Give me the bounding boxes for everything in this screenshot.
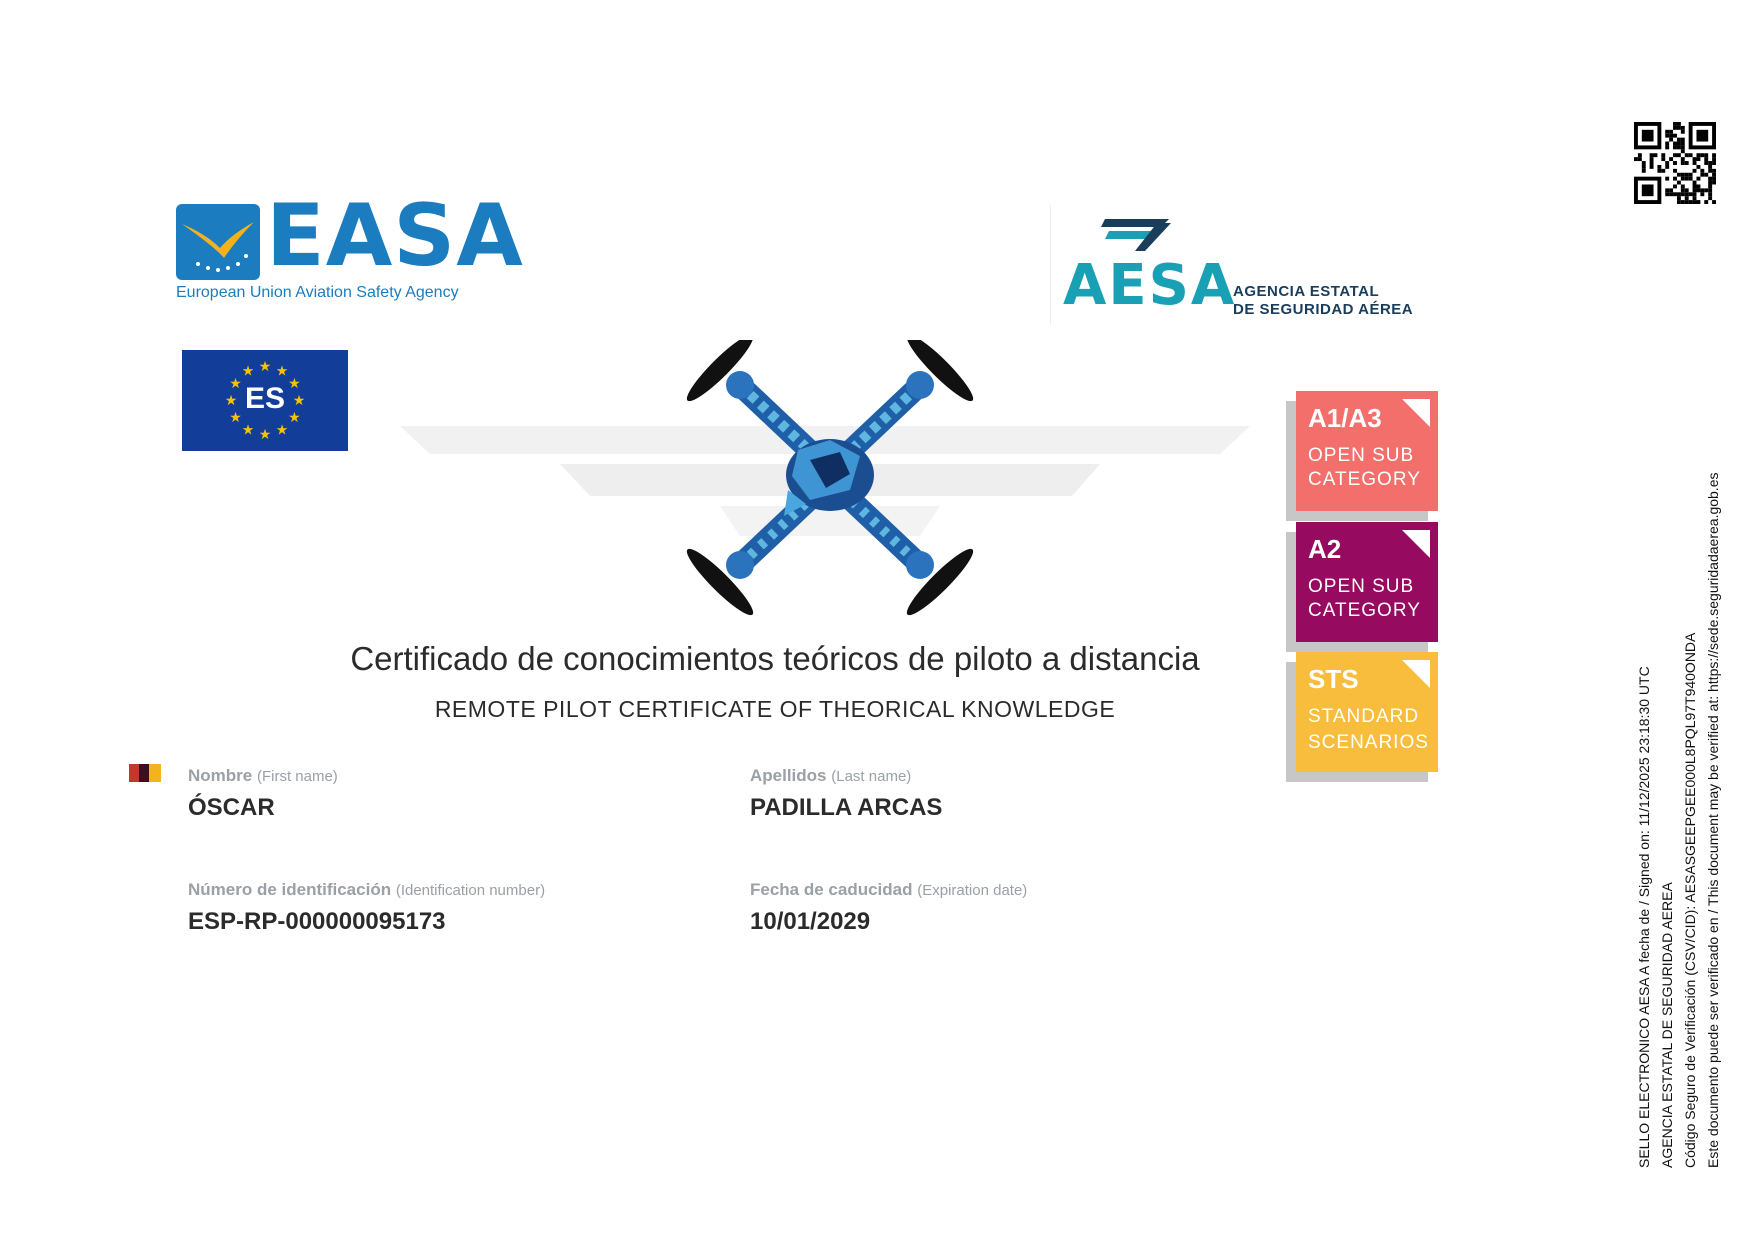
expiration-value: 10/01/2029 bbox=[750, 908, 871, 935]
seal-line-3: Código Seguro de Verificación (CSV/CID): AESASGEEPGEE000L8PQL97T940ONDA bbox=[1682, 632, 1698, 1168]
svg-text:★: ★ bbox=[241, 362, 255, 379]
svg-text:★: ★ bbox=[292, 392, 306, 408]
corner-fold-icon bbox=[1402, 399, 1430, 427]
expiration-label bbox=[750, 880, 1027, 900]
drone-icon bbox=[680, 340, 980, 620]
easa-wordmark: EASA bbox=[266, 186, 524, 286]
electronic-seal bbox=[1633, 268, 1723, 1168]
category-card-a2 bbox=[1296, 522, 1438, 642]
category-card-sts bbox=[1296, 652, 1438, 772]
eu-flag bbox=[182, 350, 348, 451]
seal-line-1: SELLO ELECTRONICO AESA A fecha de / Signed on: 11/12/2025 23:18:30 UTC bbox=[1636, 666, 1652, 1168]
corner-fold-icon bbox=[1402, 660, 1430, 688]
category-code: A2 bbox=[1308, 534, 1342, 564]
svg-text:★: ★ bbox=[275, 362, 289, 379]
id-number-label bbox=[188, 880, 545, 900]
last-name-value: PADILLA ARCAS bbox=[750, 794, 943, 821]
id-number-label-es: Número de identificación bbox=[188, 880, 392, 899]
seal-line-4: Este documento puede ser verificado en / This document may be verified at: https://sede.seguridadaerea.gob.es bbox=[1705, 472, 1721, 1168]
svg-text:★: ★ bbox=[288, 409, 301, 425]
card-face bbox=[1296, 652, 1438, 772]
card-face bbox=[1296, 391, 1438, 511]
certificate-title: Certificado de conocimientos teóricos de piloto a distancia bbox=[350, 640, 1200, 677]
corner-fold-icon bbox=[1402, 530, 1430, 558]
first-name-value: ÓSCAR bbox=[188, 794, 275, 821]
category-card-a1a3 bbox=[1296, 391, 1438, 511]
category-line2: CATEGORY bbox=[1308, 600, 1421, 621]
svg-text:★: ★ bbox=[258, 358, 272, 374]
id-number-value: ESP-RP-000000095173 bbox=[188, 908, 446, 935]
aesa-subtitle-line1: AGENCIA ESTATAL bbox=[1233, 283, 1380, 300]
certificate-subtitle: REMOTE PILOT CERTIFICATE OF THEORICAL KNOWLEDGE bbox=[434, 696, 1116, 722]
svg-text:★: ★ bbox=[229, 375, 242, 391]
category-code: A1/A3 bbox=[1308, 403, 1382, 433]
card-face bbox=[1296, 522, 1438, 642]
svg-text:★: ★ bbox=[288, 375, 301, 391]
svg-text:★: ★ bbox=[275, 421, 289, 438]
easa-logo bbox=[176, 186, 524, 310]
category-line1: OPEN SUB bbox=[1308, 576, 1415, 597]
id-number-label-en: (Identification number) bbox=[395, 882, 546, 899]
easa-subtitle: European Union Aviation Safety Agency bbox=[176, 284, 459, 301]
aesa-logo bbox=[1050, 205, 1451, 325]
svg-text:★: ★ bbox=[229, 409, 242, 425]
category-line2: SCENARIOS bbox=[1308, 732, 1429, 753]
first-name-label-es: Nombre bbox=[188, 766, 253, 785]
country-code: ES bbox=[244, 382, 286, 415]
category-code: STS bbox=[1308, 664, 1359, 694]
svg-text:★: ★ bbox=[258, 426, 272, 442]
category-line1: STANDARD bbox=[1308, 706, 1420, 727]
first-name-label-en: (First name) bbox=[256, 768, 338, 785]
category-line2: CATEGORY bbox=[1308, 469, 1421, 490]
expiration-label-en: (Expiration date) bbox=[917, 882, 1028, 899]
expiration-label-es: Fecha de caducidad bbox=[750, 880, 913, 899]
category-line1: OPEN SUB bbox=[1308, 445, 1415, 466]
aesa-wordmark: AESA bbox=[1063, 253, 1237, 318]
svg-text:★: ★ bbox=[241, 421, 255, 438]
last-name-label bbox=[750, 766, 911, 786]
aesa-wing-icon bbox=[1099, 215, 1179, 255]
first-name-label bbox=[188, 766, 338, 786]
seal-line-2: AGENCIA ESTATAL DE SEGURIDAD AEREA bbox=[1659, 882, 1675, 1168]
svg-text:★: ★ bbox=[224, 392, 238, 408]
spain-flag-icon bbox=[129, 764, 161, 782]
aesa-subtitle-line2: DE SEGURIDAD AÉREA bbox=[1233, 301, 1414, 318]
last-name-label-en: (Last name) bbox=[831, 768, 912, 785]
last-name-label-es: Apellidos bbox=[750, 766, 827, 785]
qr-code bbox=[1634, 122, 1716, 204]
easa-bird-icon bbox=[176, 204, 260, 280]
